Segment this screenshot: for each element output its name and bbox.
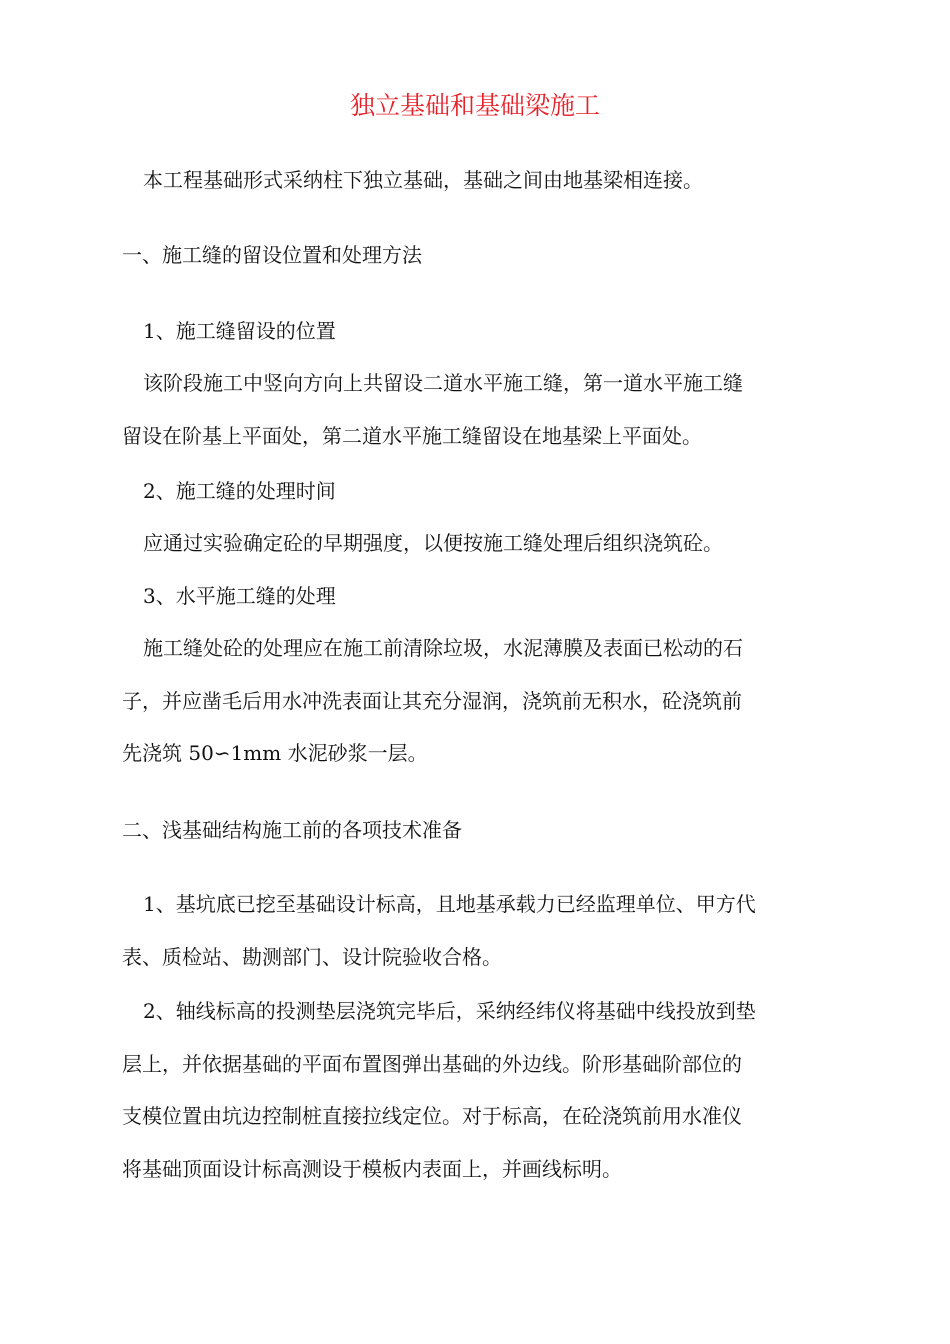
document-title: 独立基础和基础梁施工 xyxy=(349,91,600,120)
section1-sub3-line: 子，并应凿毛后用水冲洗表面让其充分湿润，浇筑前无积水，砼浇筑前 xyxy=(122,689,742,713)
intro-paragraph: 本工程基础形式采纳柱下独立基础，基础之间由地基梁相连接。 xyxy=(143,168,703,192)
section1-heading: 一、施工缝的留设位置和处理方法 xyxy=(122,243,422,267)
section2-item2-line: 层上，并依据基础的平面布置图弹出基础的外边线。阶形基础阶部位的 xyxy=(122,1052,742,1076)
section2-item1-line: 1、基坑底已挖至基础设计标高，且地基承载力已经监理单位、甲方代 xyxy=(143,892,756,916)
section2-item2-line: 支模位置由坑边控制桩直接拉线定位。对于标高，在砼浇筑前用水准仪 xyxy=(122,1104,742,1128)
section1-sub3-line: 施工缝处砼的处理应在施工前清除垃圾，水泥薄膜及表面已松动的石 xyxy=(143,636,743,660)
section1-sub1-line: 留设在阶基上平面处，第二道水平施工缝留设在地基梁上平面处。 xyxy=(122,424,702,448)
section2-item2-line: 2、轴线标高的投测垫层浇筑完毕后，采纳经纬仪将基础中线投放到垫 xyxy=(143,999,756,1023)
section2-item1-line: 表、质检站、勘测部门、设计院验收合格。 xyxy=(122,945,502,969)
section1-sub1-line: 该阶段施工中竖向方向上共留设二道水平施工缝，第一道水平施工缝 xyxy=(143,371,743,395)
section1-sub3-line: 先浇筑 50∽1mm 水泥砂浆一层。 xyxy=(122,741,428,765)
section1-sub3-heading: 3、水平施工缝的处理 xyxy=(143,584,336,608)
section1-sub1-heading: 1、施工缝留设的位置 xyxy=(143,319,336,343)
section1-sub2-line: 应通过实验确定砼的早期强度，以便按施工缝处理后组织浇筑砼。 xyxy=(143,531,723,555)
section2-heading: 二、浅基础结构施工前的各项技术准备 xyxy=(122,818,462,842)
section1-sub2-heading: 2、施工缝的处理时间 xyxy=(143,479,336,503)
section2-item2-line: 将基础顶面设计标高测设于模板内表面上，并画线标明。 xyxy=(122,1157,622,1181)
